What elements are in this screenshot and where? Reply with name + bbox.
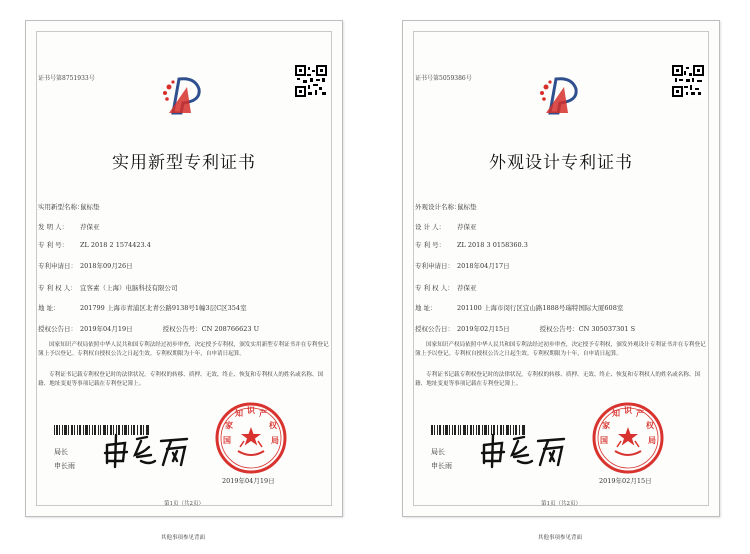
certificate-number: 证书号第5059386号: [415, 75, 472, 82]
seal-date: 2019年04月19日: [222, 477, 275, 485]
svg-text:产: 产: [259, 409, 267, 418]
field-designer: 设 计 人： 荐保亚: [415, 223, 477, 231]
cnipa-logo-icon: [161, 73, 207, 119]
handwritten-signature: [101, 431, 193, 469]
field-address: 地 址： 201799 上海市青浦区北青公路9138号1幢3层C区354室: [38, 304, 247, 312]
director-name: 申长雨: [54, 462, 75, 470]
seal-date: 2019年02月15日: [599, 477, 652, 485]
footer-note-right: 其他事项参见背面: [537, 535, 582, 541]
field-filing-date: 专利申请日： 2018年04月17日: [415, 262, 510, 270]
qr-code-icon: [295, 65, 327, 97]
director-title: 局长: [431, 448, 445, 456]
certificate-paragraph-2: 专利证书记载专利权登记时的法律状况。专利权的转移、质押、无效、终止、恢复和专利权人的姓名或名称、国籍、地址变更等事项记载在专利登记簿上。: [38, 372, 324, 387]
certificate-paragraph-1: 国家知识产权局依照中华人民共和国专利法经过初步审查，决定授予专利权，颁发实用新型专利证书并在专利登记簿上予以登记。专利权自授权公告之日起生效。专利权期限为十年，自申请日起算。: [38, 342, 329, 357]
official-red-seal: [214, 401, 288, 475]
field-grant-date: 授权公告日： 2019年02月15日 授权公告号：CN 305037301 S: [415, 325, 636, 333]
svg-text:产: 产: [636, 409, 644, 418]
svg-text:识: 识: [247, 406, 255, 415]
field-filing-date: 专利申请日： 2018年09月26日: [38, 262, 133, 270]
field-patent-number: 专 利 号： ZL 2018 2 1574423.4: [38, 241, 151, 249]
svg-text:局: 局: [271, 436, 279, 445]
svg-text:权: 权: [646, 421, 654, 430]
svg-text:局: 局: [648, 436, 656, 445]
page-number: 第1页（共2页）: [164, 501, 204, 507]
field-grant-date: 授权公告日： 2019年04月19日 授权公告号：CN 208766623 U: [38, 325, 260, 333]
qr-code-icon: [672, 65, 704, 97]
svg-text:权: 权: [269, 421, 277, 430]
certificate-title: 外观设计专利证书: [489, 153, 633, 173]
svg-text:知: 知: [235, 409, 243, 418]
svg-text:识: 识: [624, 406, 632, 415]
handwritten-signature: [478, 431, 570, 469]
field-address: 地 址： 201100 上海市闵行区宜山路1888号瑞特国际大厦608室: [415, 304, 624, 312]
certificate-paragraph-1: 国家知识产权局依照中华人民共和国专利法经过初步审查，决定授予专利权，颁发外观设计专利证书并在专利登记簿上予以登记。专利权自授权公告之日起生效。专利权期限为十年，自申请日起算。: [415, 342, 706, 357]
certificate-paragraph-2: 专利证书记载专利权登记时的法律状况。专利权的转移、质押、无效、终止、恢复和专利权人的姓名或名称、国籍、地址变更等事项记载在专利登记簿上。: [415, 372, 701, 387]
svg-text:国: 国: [223, 436, 231, 445]
footer-note-left: 其他事项参见背面: [160, 535, 205, 541]
certificate-title: 实用新型专利证书: [112, 153, 256, 173]
cnipa-logo-icon: [538, 73, 584, 119]
svg-text:知: 知: [612, 409, 620, 418]
director-title: 局长: [54, 448, 68, 456]
field-patent-number: 专 利 号： ZL 2018 3 0158360.3: [415, 241, 528, 249]
design-patent-certificate: [402, 20, 720, 517]
svg-text:家: 家: [225, 421, 233, 430]
official-red-seal: [591, 401, 665, 475]
svg-text:国: 国: [600, 436, 608, 445]
utility-model-certificate: [25, 20, 343, 517]
field-patentee: 专 利 权 人： 荐保亚: [415, 284, 477, 292]
field-inventor: 发 明 人： 荐保亚: [38, 223, 100, 231]
field-design-name: 外观设计名称：鼠标垫: [415, 203, 477, 211]
field-patentee: 专 利 权 人： 宜客素（上海）电脑科技有限公司: [38, 284, 178, 292]
director-name: 申长雨: [431, 462, 452, 470]
field-design-name: 实用新型名称：鼠标垫: [38, 203, 100, 211]
page-number: 第1页（共2页）: [541, 501, 581, 507]
svg-text:家: 家: [602, 421, 610, 430]
certificate-number: 证书号第8751933号: [38, 75, 95, 82]
